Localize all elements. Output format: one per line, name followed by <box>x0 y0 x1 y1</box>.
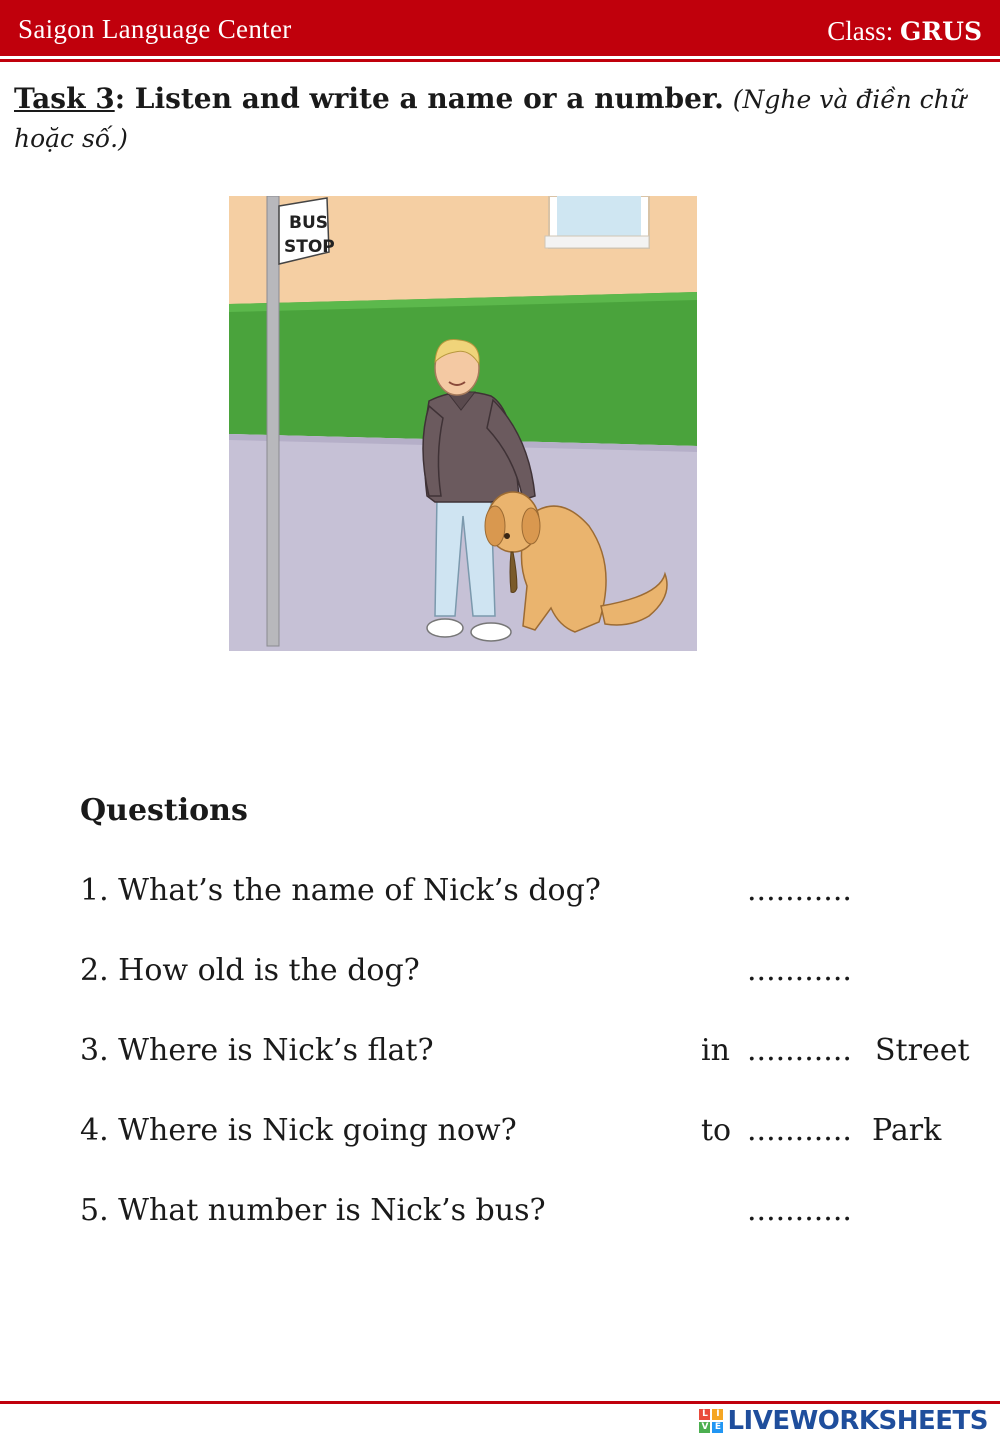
questions-title: Questions <box>80 793 248 828</box>
class-name: GRUS <box>900 17 982 46</box>
question-row-2 <box>80 953 980 993</box>
header-divider <box>0 59 1000 62</box>
logo-letter: E <box>712 1422 723 1433</box>
answer-blank[interactable]: ........... <box>747 1113 852 1148</box>
task-label: Task 3 <box>14 82 115 115</box>
task-instruction: : Listen and write a name or a number. <box>114 82 724 115</box>
class-label: Class: <box>827 16 894 46</box>
answer-prefix: in <box>701 1033 730 1068</box>
task-heading <box>14 80 974 158</box>
task-translation: (Nghe và điền chữ hoặc số.) <box>14 85 966 153</box>
question-text: 1. What’s the name of Nick’s dog? <box>80 873 601 908</box>
answer-blank[interactable]: ........... <box>747 953 852 988</box>
logo-letter: I <box>712 1409 723 1420</box>
brand-name: LIVEWORKSHEETS <box>727 1406 988 1436</box>
answer-suffix: Park <box>872 1113 942 1148</box>
logo-letter: L <box>699 1409 710 1420</box>
sign-text-stop: STOP <box>284 237 335 257</box>
illustration-man-dog-bus-stop <box>229 196 697 651</box>
center-name: Saigon Language Center <box>18 14 292 44</box>
question-row-3 <box>80 1033 980 1073</box>
logo-grid-icon <box>699 1409 723 1433</box>
sign-text-bus: BUS <box>289 213 329 233</box>
answer-blank[interactable]: ........... <box>747 1033 852 1068</box>
question-text: 5. What number is Nick’s bus? <box>80 1193 546 1228</box>
answer-prefix: to <box>701 1113 732 1148</box>
question-row-4 <box>80 1113 980 1153</box>
answer-blank[interactable]: ........... <box>747 873 852 908</box>
question-text: 4. Where is Nick going now? <box>80 1113 517 1148</box>
answer-blank[interactable]: ........... <box>747 1193 852 1228</box>
question-text: 2. How old is the dog? <box>80 953 420 988</box>
header-bar <box>0 0 1000 56</box>
question-row-1 <box>80 873 980 913</box>
class-info <box>827 16 982 47</box>
question-text: 3. Where is Nick’s flat? <box>80 1033 434 1068</box>
question-row-5 <box>80 1193 980 1233</box>
answer-suffix: Street <box>875 1033 970 1068</box>
logo-letter: V <box>699 1422 710 1433</box>
liveworksheets-logo <box>699 1404 988 1438</box>
